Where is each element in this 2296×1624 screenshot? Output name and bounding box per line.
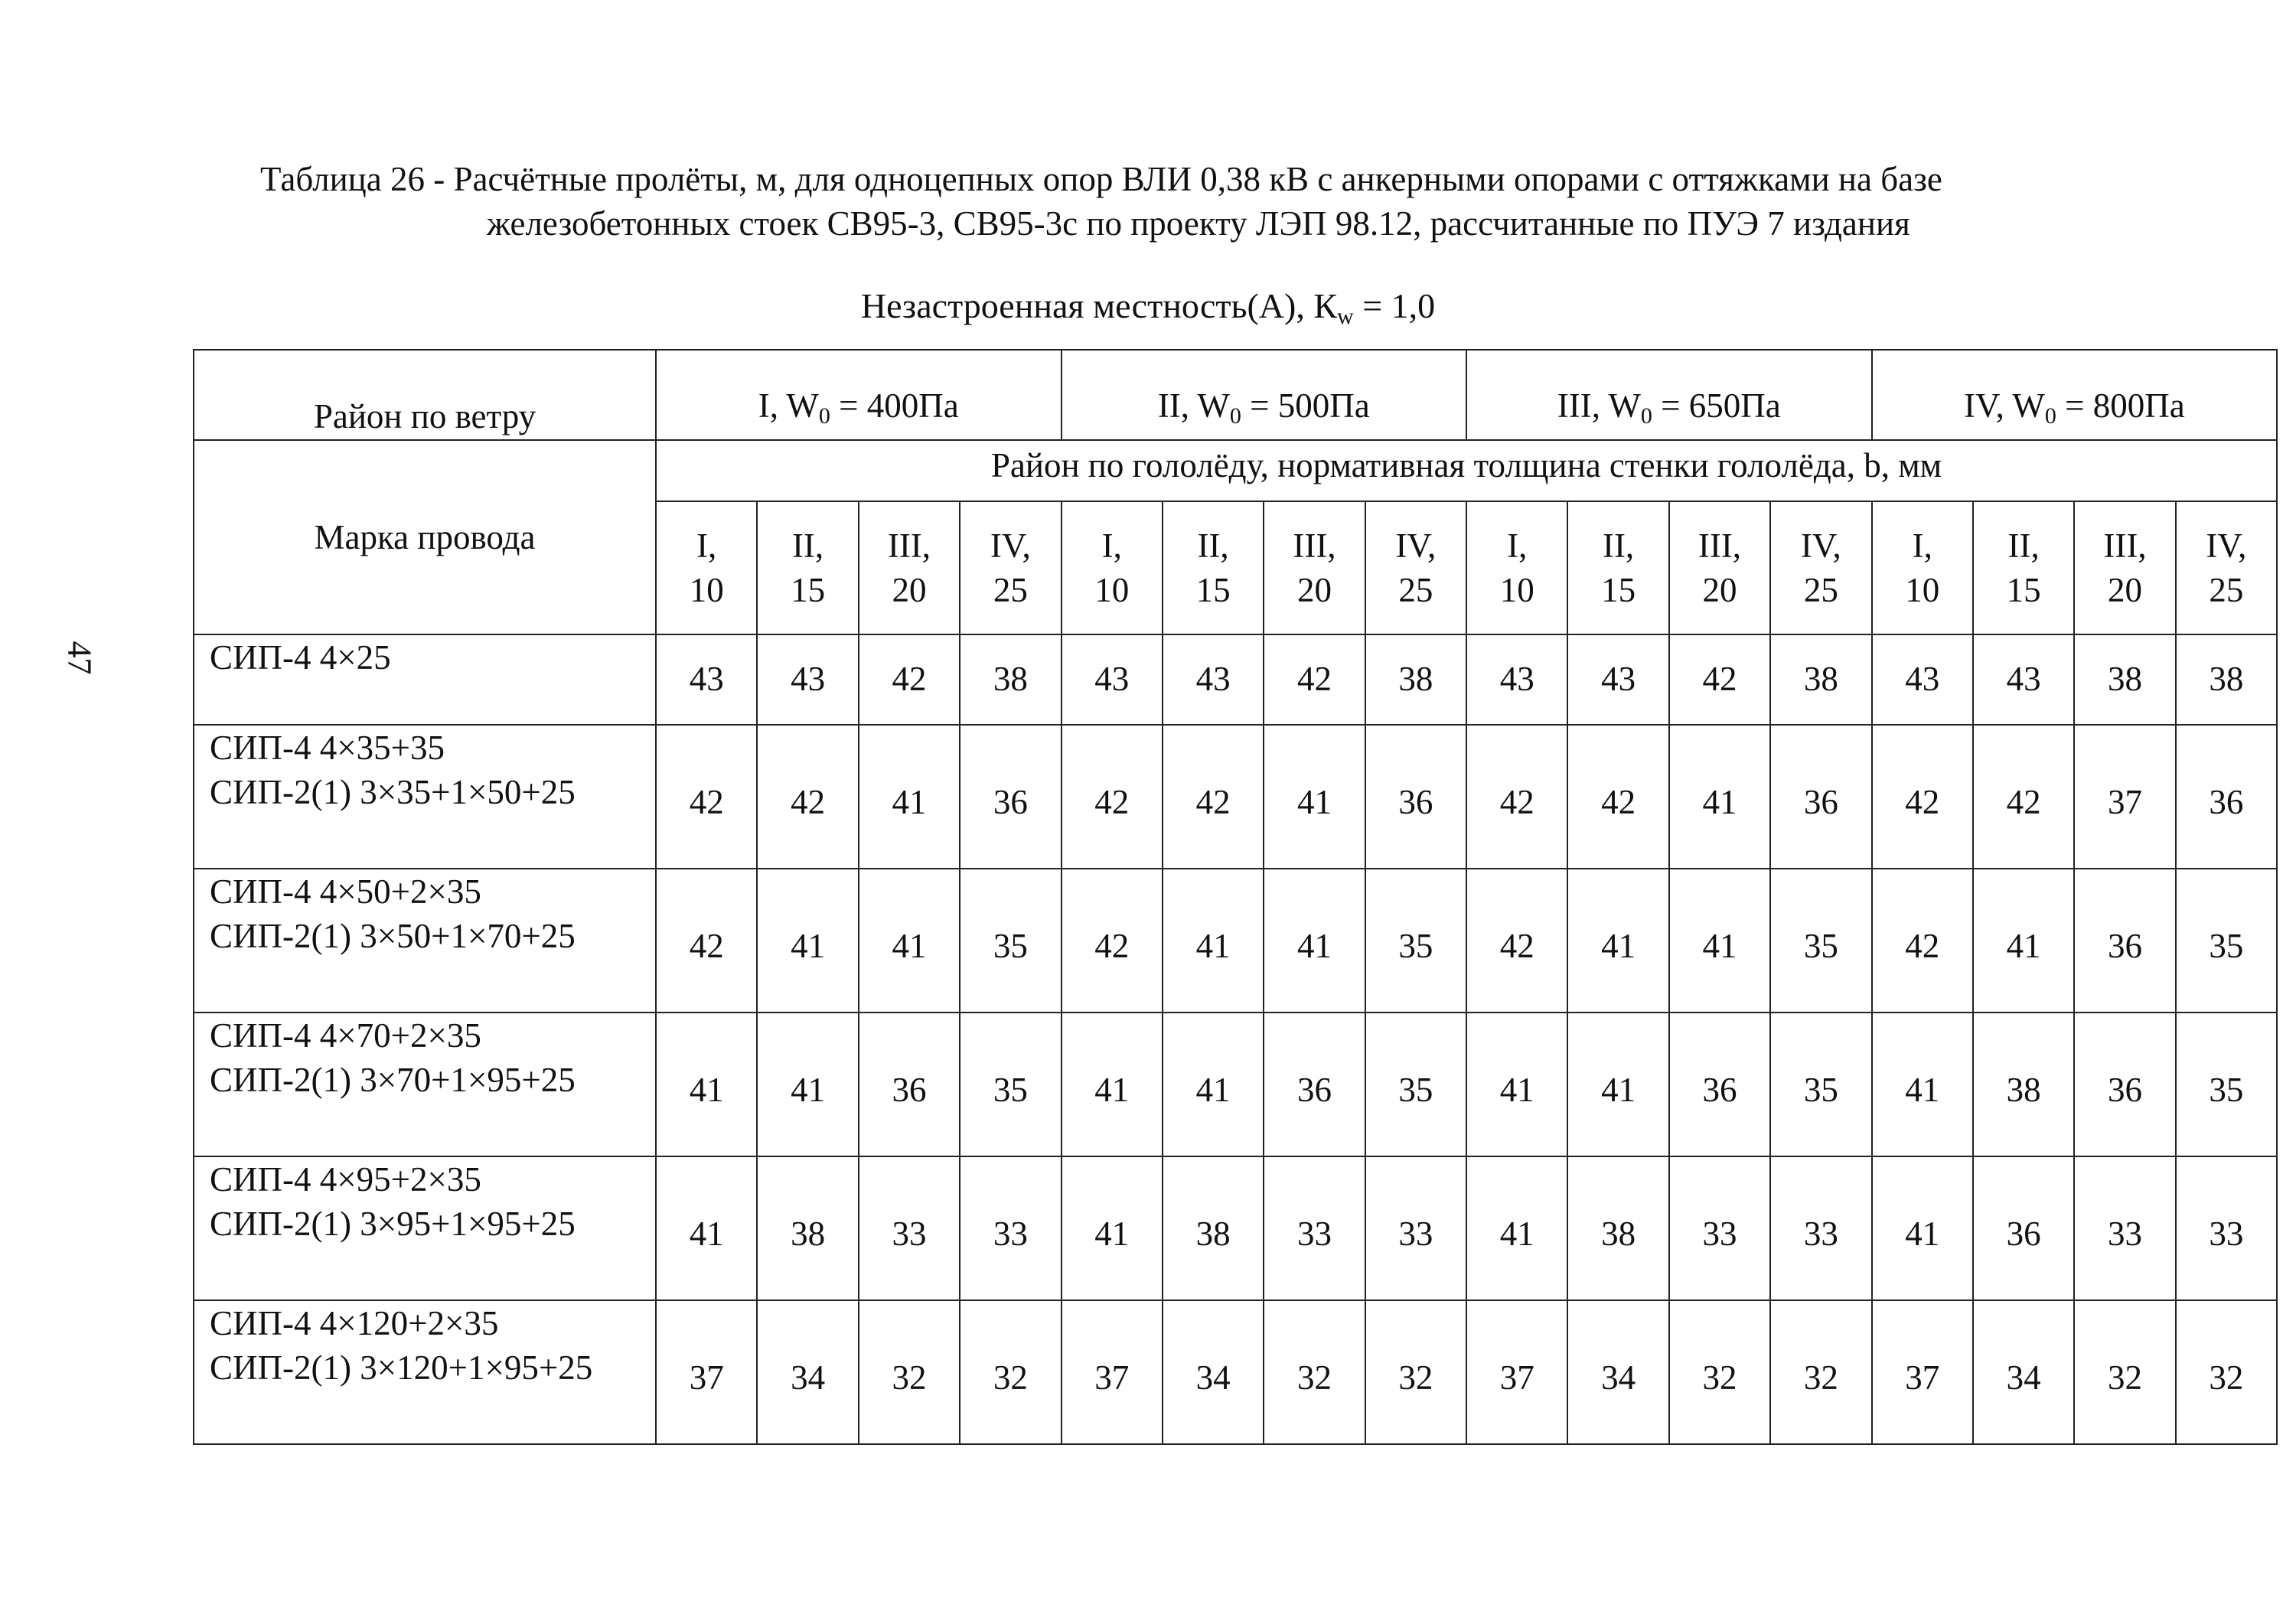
span-value-cell: 36 [2176,725,2277,869]
ice-region-roman: IV, [1800,527,1841,565]
span-value-cell: 33 [1669,1156,1770,1300]
ice-thickness-value: 15 [1601,571,1636,609]
ice-region-roman: II, [791,527,824,565]
span-value-cell: 41 [656,1013,757,1156]
span-value-cell: 33 [1770,1156,1871,1300]
wire-brand-name: СИП-4 4×35+35 [210,729,445,767]
wind-region-subscript: 0 [1640,403,1652,429]
span-value-cell: 36 [2074,1013,2175,1156]
ice-thickness-value: 25 [2209,571,2244,609]
span-value-cell: 43 [1872,634,1973,725]
span-value-cell: 38 [1365,634,1466,725]
span-value-cell: 41 [1163,1013,1264,1156]
wire-brand-name: СИП-2(1) 3×70+1×95+25 [210,1061,576,1099]
span-value-cell: 33 [1365,1156,1466,1300]
span-value-cell: 33 [960,1156,1061,1300]
wind-region-1 [656,350,1062,440]
ice-thickness-value: 20 [2108,571,2142,609]
span-value-cell: 41 [757,1013,858,1156]
span-value-cell: 35 [1770,1013,1871,1156]
span-value-cell: 36 [1264,1013,1365,1156]
ice-thickness-cell [1264,501,1365,634]
ice-thickness-cell [1770,501,1871,634]
span-value-cell: 42 [1062,725,1163,869]
span-value-cell: 35 [2176,1013,2277,1156]
ice-thickness-cell [2074,501,2175,634]
wire-brand-cell [194,1300,656,1444]
table-row [194,1013,2277,1156]
page-number: 47 [60,641,99,675]
span-value-cell: 41 [1669,725,1770,869]
span-value-cell: 43 [1973,634,2074,725]
span-value-cell: 43 [1062,634,1163,725]
ice-region-roman: III, [2103,527,2147,565]
ice-region-roman: III, [1293,527,1336,565]
wire-brand-cell [194,1156,656,1300]
ice-thickness-value: 10 [689,571,724,609]
wire-brand-name: СИП-2(1) 3×35+1×50+25 [210,773,576,811]
span-value-cell: 42 [656,869,757,1013]
ice-thickness-cell [1062,501,1163,634]
ice-region-roman: IV, [2206,527,2247,565]
span-value-cell: 41 [1973,869,2074,1013]
ice-thickness-value: 20 [892,571,927,609]
span-value-cell: 41 [1062,1156,1163,1300]
span-value-cell: 42 [1062,869,1163,1013]
span-value-cell: 35 [1365,1013,1466,1156]
span-value-cell: 42 [1872,869,1973,1013]
span-value-cell: 32 [1264,1300,1365,1444]
span-value-cell: 37 [1062,1300,1163,1444]
ice-thickness-cell [960,501,1061,634]
ice-region-roman: II, [1197,527,1229,565]
span-value-cell: 41 [1466,1013,1567,1156]
span-value-cell: 36 [1973,1156,2074,1300]
terrain-suffix: = 1,0 [1353,286,1436,325]
wind-region-header: Район по ветру [194,350,656,440]
ice-region-roman: II, [2007,527,2040,565]
span-value-cell: 42 [1466,725,1567,869]
caption-line-2: железобетонных стоек СВ95-3, СВ95-3с по проекту ЛЭП 98.12, рассчитанные по ПУЭ 7 издания [487,204,1910,243]
span-value-cell: 37 [656,1300,757,1444]
span-value-cell: 41 [757,869,858,1013]
terrain-k-subscript: w [1337,304,1354,329]
ice-thickness-value: 20 [1296,571,1332,609]
span-value-cell: 38 [1770,634,1871,725]
ice-region-roman: IV, [1395,527,1437,565]
design-spans-table [193,349,2278,1445]
span-value-cell: 33 [2176,1156,2277,1300]
ice-thickness-cell [1872,501,1973,634]
wind-region-subscript: 0 [818,403,830,429]
span-value-cell: 42 [1466,869,1567,1013]
span-value-cell: 35 [1770,869,1871,1013]
ice-region-roman: I, [696,527,717,565]
span-value-cell: 32 [960,1300,1061,1444]
ice-thickness-cell [656,501,757,634]
span-value-cell: 37 [1466,1300,1567,1444]
span-value-cell: 32 [859,1300,960,1444]
span-value-cell: 33 [859,1156,960,1300]
span-value-cell: 41 [1264,725,1365,869]
span-value-cell: 33 [1264,1156,1365,1300]
ice-thickness-cell [1973,501,2074,634]
wind-region-label: IV, W [1963,386,2045,425]
wind-region-4 [1872,350,2278,440]
span-value-cell: 38 [2074,634,2175,725]
span-value-cell: 36 [1770,725,1871,869]
span-value-cell: 41 [1669,869,1770,1013]
ice-thickness-cell [1163,501,1264,634]
span-value-cell: 41 [859,725,960,869]
span-value-cell: 42 [1163,725,1264,869]
span-value-cell: 42 [1567,725,1668,869]
wire-brand-name: СИП-4 4×120+2×35 [210,1304,499,1342]
span-value-cell: 36 [859,1013,960,1156]
span-value-cell: 34 [1973,1300,2074,1444]
span-value-cell: 38 [1163,1156,1264,1300]
span-value-cell: 32 [1365,1300,1466,1444]
table-caption [260,157,2174,246]
ice-region-roman: III, [1698,527,1742,565]
span-value-cell: 38 [960,634,1061,725]
span-value-cell: 37 [1872,1300,1973,1444]
table-row [194,1156,2277,1300]
wind-region-pressure: = 500Па [1241,386,1370,425]
ice-region-header: Район по гололёду, нормативная толщина стенки гололёда, b, мм [656,440,2277,501]
ice-region-roman: I, [1101,527,1122,565]
ice-thickness-value: 10 [1094,571,1130,609]
wind-region-row [194,350,2277,440]
table-row [194,634,2277,725]
wind-region-3 [1466,350,1872,440]
wire-brand-name: СИП-2(1) 3×120+1×95+25 [210,1348,593,1387]
wind-region-2 [1062,350,1467,440]
ice-thickness-value: 25 [1803,571,1838,609]
span-value-cell: 32 [2074,1300,2175,1444]
span-value-cell: 36 [960,725,1061,869]
span-value-cell: 35 [1365,869,1466,1013]
span-value-cell: 36 [1669,1013,1770,1156]
ice-region-roman: II, [1602,527,1635,565]
span-value-cell: 42 [1669,634,1770,725]
span-value-cell: 43 [1567,634,1668,725]
terrain-subtitle [0,283,2296,340]
wind-region-pressure: = 650Па [1652,386,1781,425]
ice-thickness-value: 20 [1702,571,1737,609]
span-value-cell: 33 [2074,1156,2175,1300]
span-value-cell: 43 [757,634,858,725]
span-value-cell: 41 [1872,1156,1973,1300]
wire-brand-name: СИП-4 4×50+2×35 [210,872,481,911]
span-value-cell: 35 [960,869,1061,1013]
span-value-cell: 34 [1567,1300,1668,1444]
span-value-cell: 36 [1365,725,1466,869]
ice-region-roman: IV, [990,527,1031,565]
span-value-cell: 41 [1872,1013,1973,1156]
span-value-cell: 41 [1567,869,1668,1013]
wind-region-pressure: = 400Па [830,386,959,425]
ice-thickness-cell [1669,501,1770,634]
span-value-cell: 32 [1669,1300,1770,1444]
span-value-cell: 34 [757,1300,858,1444]
terrain-prefix: Незастроенная местность(А), К [860,286,1338,325]
ice-region-roman: III, [887,527,931,565]
ice-thickness-value: 15 [2006,571,2041,609]
ice-thickness-value: 25 [1398,571,1433,609]
span-value-cell: 43 [656,634,757,725]
span-value-cell: 32 [2176,1300,2277,1444]
wind-region-label: I, W [758,386,819,425]
span-value-cell: 42 [859,634,960,725]
span-value-cell: 42 [1973,725,2074,869]
span-value-cell: 38 [757,1156,858,1300]
ice-thickness-cell [859,501,960,634]
wire-brand-cell [194,725,656,869]
span-value-cell: 35 [2176,869,2277,1013]
table-row [194,869,2277,1013]
span-value-cell: 41 [1567,1013,1668,1156]
span-value-cell: 42 [1872,725,1973,869]
ice-thickness-cell [1466,501,1567,634]
table-row [194,725,2277,869]
span-value-cell: 41 [859,869,960,1013]
span-value-cell: 41 [1264,869,1365,1013]
ice-thickness-cell [757,501,858,634]
ice-thickness-cell [1365,501,1466,634]
ice-thickness-cell [1567,501,1668,634]
span-value-cell: 38 [1567,1156,1668,1300]
wind-region-pressure: = 800Па [2056,386,2185,425]
span-value-cell: 42 [1264,634,1365,725]
span-value-cell: 38 [1973,1013,2074,1156]
ice-thickness-value: 15 [1195,571,1231,609]
wire-brand-cell [194,1013,656,1156]
wind-region-subscript: 0 [2044,403,2056,429]
wire-brand-name: СИП-2(1) 3×95+1×95+25 [210,1205,576,1243]
wire-brand-name: СИП-4 4×25 [210,638,391,677]
span-value-cell: 37 [2074,725,2175,869]
wire-brand-cell [194,869,656,1013]
span-value-cell: 43 [1163,634,1264,725]
wind-region-subscript: 0 [1229,403,1241,429]
span-value-cell: 41 [1466,1156,1567,1300]
span-value-cell: 42 [757,725,858,869]
span-value-cell: 35 [960,1013,1061,1156]
span-value-cell: 34 [1163,1300,1264,1444]
ice-thickness-value: 25 [993,571,1028,609]
ice-thickness-value: 15 [791,571,826,609]
wire-brand-name: СИП-2(1) 3×50+1×70+25 [210,917,576,955]
span-value-cell: 38 [2176,634,2277,725]
wind-region-label: III, W [1557,386,1641,425]
wire-brand-cell [194,634,656,725]
ice-thickness-value: 10 [1905,571,1940,609]
span-value-cell: 42 [656,725,757,869]
wire-brand-name: СИП-4 4×70+2×35 [210,1016,481,1055]
span-value-cell: 36 [2074,869,2175,1013]
span-value-cell: 41 [1163,869,1264,1013]
table-row [194,1300,2277,1444]
span-value-cell: 43 [1466,634,1567,725]
ice-thickness-value: 10 [1499,571,1534,609]
wind-region-label: II, W [1157,386,1230,425]
caption-line-1: Таблица 26 - Расчётные пролёты, м, для одноцепных опор ВЛИ 0,38 кВ с анкерными опорами с оттяжками на базе [260,160,1942,198]
wire-brand-name: СИП-4 4×95+2×35 [210,1160,481,1198]
ice-region-row [194,440,2277,501]
wire-brand-header: Марка провода [194,440,656,634]
ice-region-roman: I, [1507,527,1528,565]
ice-thickness-cell [2176,501,2277,634]
span-value-cell: 41 [1062,1013,1163,1156]
span-value-cell: 41 [656,1156,757,1300]
span-value-cell: 32 [1770,1300,1871,1444]
ice-region-roman: I, [1912,527,1932,565]
